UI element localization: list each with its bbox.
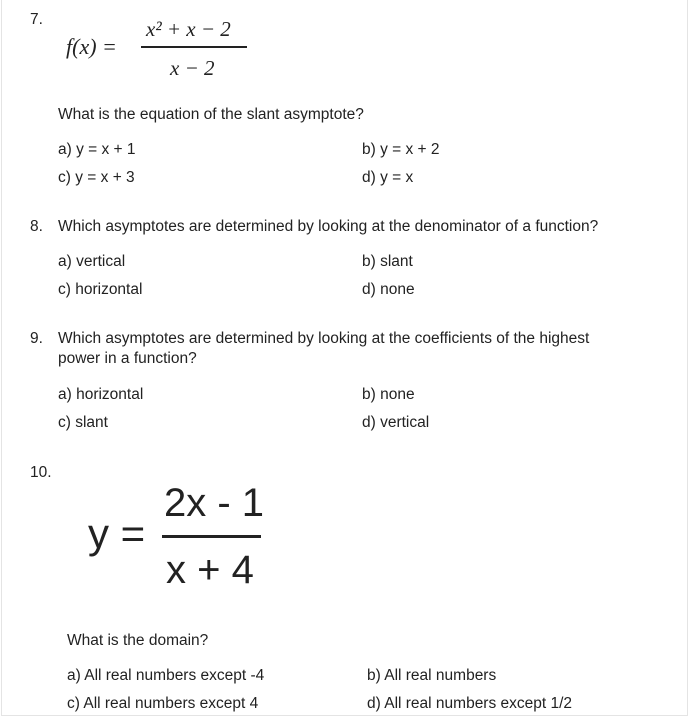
- q10-prompt: What is the domain?: [67, 632, 209, 649]
- q7-fraction-bar: [141, 46, 247, 48]
- q10-option-c[interactable]: c) All real numbers except 4: [67, 695, 259, 712]
- q7-formula-denominator: x − 2: [170, 56, 215, 80]
- q10-formula-denominator: x + 4: [166, 548, 254, 592]
- q8-option-c[interactable]: c) horizontal: [58, 281, 143, 298]
- q9-number: 9.: [30, 330, 43, 347]
- q7-formula-numerator: x² + x − 2: [146, 17, 231, 41]
- q8-option-a[interactable]: a) vertical: [58, 253, 126, 270]
- q9-option-d[interactable]: d) vertical: [362, 414, 430, 431]
- q9-option-a[interactable]: a) horizontal: [58, 386, 144, 403]
- q10-option-b[interactable]: b) All real numbers: [367, 667, 497, 684]
- q8-option-b[interactable]: b) slant: [362, 253, 413, 270]
- q9-option-b[interactable]: b) none: [362, 386, 415, 403]
- q8-option-d[interactable]: d) none: [362, 281, 415, 298]
- q8-prompt: Which asymptotes are determined by looking at the denominator of a function?: [58, 218, 599, 235]
- q7-option-d[interactable]: d) y = x: [362, 169, 414, 186]
- q7-prompt: What is the equation of the slant asymptote?: [58, 106, 364, 123]
- q9-option-c[interactable]: c) slant: [58, 414, 108, 431]
- q9-prompt: Which asymptotes are determined by looking at the coefficients of the highest power in a function?: [58, 330, 590, 367]
- q10-formula-lhs: y =: [88, 510, 146, 557]
- q8-number: 8.: [30, 218, 43, 235]
- q10-option-a[interactable]: a) All real numbers except -4: [67, 667, 265, 684]
- q10-number: 10.: [30, 464, 52, 481]
- q7-option-b[interactable]: b) y = x + 2: [362, 141, 440, 158]
- q7-number: 7.: [30, 11, 43, 28]
- q10-fraction-bar: [162, 535, 261, 538]
- q7-option-a[interactable]: a) y = x + 1: [58, 141, 136, 158]
- q7-option-c[interactable]: c) y = x + 3: [58, 169, 135, 186]
- q10-formula-numerator: 2x - 1: [164, 481, 265, 525]
- q10-option-d[interactable]: d) All real numbers except 1/2: [367, 695, 573, 712]
- q7-formula-lhs: f(x) =: [66, 34, 117, 59]
